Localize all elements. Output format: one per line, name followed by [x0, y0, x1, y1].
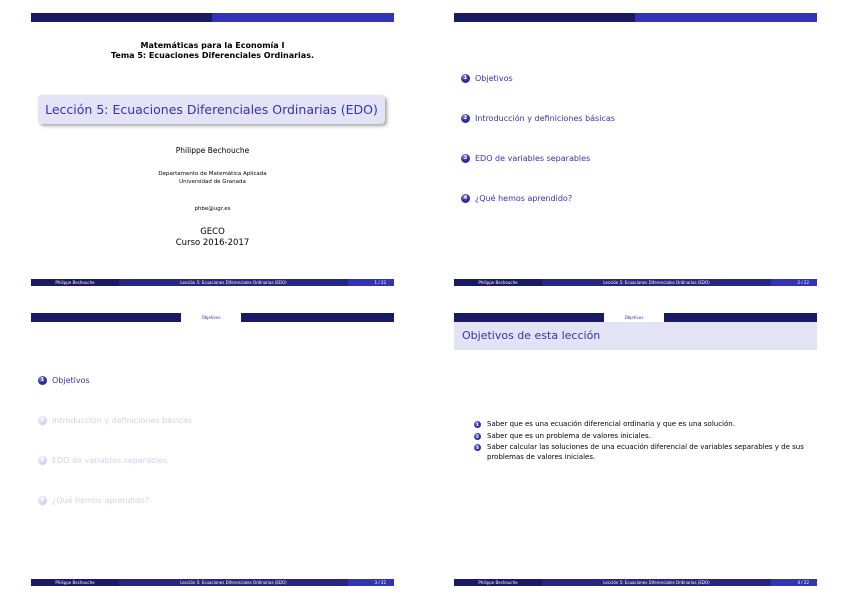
lesson-title: Lección 5: Ecuaciones Diferenciales Ordinarias (EDO) — [38, 95, 385, 124]
toc-label: Introducción y definiciones básicas — [475, 114, 615, 123]
slide-outline — [454, 13, 817, 286]
slide-header-bar — [454, 13, 817, 22]
slide-objetivos — [454, 313, 817, 586]
toc-item-objetivos[interactable] — [461, 74, 513, 83]
frame-title: Objetivos de esta lección — [454, 322, 817, 350]
list-item — [474, 432, 809, 442]
footer-lesson: Lección 5: Ecuaciones Diferenciales Ordinarias (EDO) — [542, 279, 771, 286]
toc-item-introduccion[interactable] — [461, 114, 615, 123]
slide-section-objetivos — [31, 313, 394, 586]
footer-author: Philippe Bechouche — [454, 279, 542, 286]
page-number: 4 / 22 — [771, 579, 817, 586]
toc-label: EDO de variables separables — [475, 154, 591, 163]
footer-author: Philippe Bechouche — [31, 579, 119, 586]
toc-item-variables-separables[interactable] — [461, 154, 590, 163]
slide-footer — [454, 279, 817, 286]
number-ball-icon: 4 — [461, 194, 470, 203]
number-ball-icon: 1 — [474, 421, 481, 428]
slide-footer — [454, 579, 817, 586]
course-name: Matemáticas para la Economía I — [140, 41, 285, 50]
toc-item-introduccion[interactable] — [38, 416, 192, 425]
number-ball-icon: 3 — [38, 456, 47, 465]
university: Universidad de Granada — [179, 178, 246, 185]
number-ball-icon: 4 — [38, 496, 47, 505]
slide-header-bar — [31, 13, 394, 22]
toc-label: ¿Qué hemos aprendido? — [52, 496, 150, 505]
slide-title — [31, 13, 394, 286]
toc-label: Objetivos — [475, 74, 513, 83]
department: Departamento de Matemática Aplicada — [158, 171, 267, 177]
number-ball-icon: 1 — [38, 376, 47, 385]
slide-footer — [31, 579, 394, 586]
number-ball-icon: 2 — [38, 416, 47, 425]
objective-text: Saber que es una ecuación diferencial ordinaria y que es una solución. — [487, 420, 735, 428]
toc-item-que-hemos-aprendido[interactable] — [461, 194, 572, 203]
author-email: phbe@ugr.es — [194, 206, 231, 212]
objective-text: Saber calcular las soluciones de una ecuación diferencial de variables separables y de sus problemas de valores iniciales. — [487, 443, 804, 461]
academic-year: Curso 2016-2017 — [175, 238, 250, 248]
toc-label: Introducción y definiciones básicas — [52, 416, 192, 425]
program-name: GECO — [200, 227, 225, 237]
author-name: Philippe Bechouche — [175, 146, 250, 155]
topic-name: Tema 5: Ecuaciones Diferenciales Ordinarias. — [111, 51, 314, 60]
toc-item-objetivos[interactable] — [38, 376, 90, 385]
toc-label: EDO de variables separables — [52, 456, 168, 465]
page-number: 3 / 22 — [348, 579, 394, 586]
toc-item-variables-separables[interactable] — [38, 456, 167, 465]
list-item — [474, 443, 809, 462]
section-navigation-label[interactable]: Objetivos — [181, 313, 241, 322]
footer-lesson: Lección 5: Ecuaciones Diferenciales Ordinarias (EDO) — [119, 279, 348, 286]
number-ball-icon: 1 — [461, 74, 470, 83]
footer-lesson: Lección 5: Ecuaciones Diferenciales Ordinarias (EDO) — [542, 579, 771, 586]
toc-label: ¿Qué hemos aprendido? — [475, 194, 573, 203]
number-ball-icon: 2 — [461, 114, 470, 123]
page-number: 2 / 22 — [771, 279, 817, 286]
toc-item-que-hemos-aprendido[interactable] — [38, 496, 149, 505]
course-title — [31, 41, 394, 61]
footer-lesson: Lección 5: Ecuaciones Diferenciales Ordinarias (EDO) — [119, 579, 348, 586]
number-ball-icon: 3 — [474, 444, 481, 451]
course-info — [31, 227, 394, 249]
footer-author: Philippe Bechouche — [31, 279, 119, 286]
slide-footer — [31, 279, 394, 286]
number-ball-icon: 2 — [474, 433, 481, 440]
toc-label: Objetivos — [52, 376, 90, 385]
institution — [31, 171, 394, 186]
list-item — [474, 420, 809, 430]
page-number: 1 / 22 — [348, 279, 394, 286]
footer-author: Philippe Bechouche — [454, 579, 542, 586]
number-ball-icon: 3 — [461, 154, 470, 163]
objectives-list — [474, 420, 809, 464]
section-navigation-label[interactable]: Objetivos — [604, 313, 664, 322]
objective-text: Saber que es un problema de valores iniciales. — [487, 431, 651, 440]
